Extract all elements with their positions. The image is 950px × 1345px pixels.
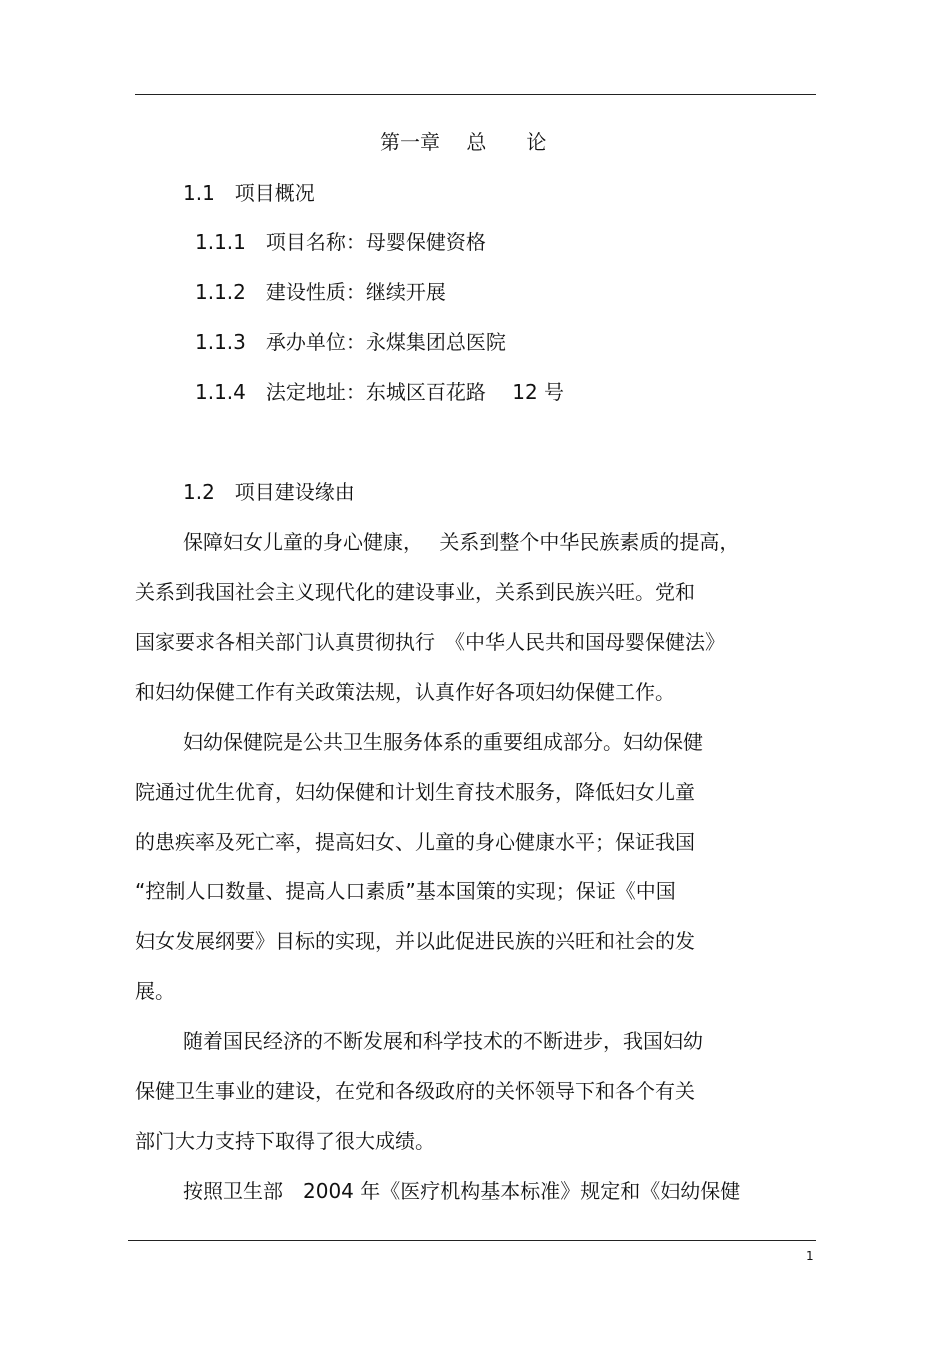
section-heading-1-1: 1.1 项目概况 — [183, 181, 315, 205]
paragraph-3-line-1: 随着国民经济的不断发展和科学技术的不断进步，我国妇幼 — [183, 1029, 703, 1053]
paragraph-4-line-1: 按照卫生部 2004 年《医疗机构基本标准》规定和《妇幼保健 — [183, 1179, 741, 1203]
paragraph-2-line-5: 妇女发展纲要》目标的实现，并以此促进民族的兴旺和社会的发 — [135, 929, 695, 953]
paragraph-1-line-1: 保障妇女儿童的身心健康， 关系到整个中华民族素质的提高， — [183, 530, 740, 554]
item-1-1-2: 1.1.2 建设性质：继续开展 — [195, 280, 446, 304]
paragraph-1-line-2: 关系到我国社会主义现代化的建设事业，关系到民族兴旺。党和 — [135, 580, 695, 604]
section-heading-1-2: 1.2 项目建设缘由 — [183, 480, 355, 504]
paragraph-3-line-2: 保健卫生事业的建设，在党和各级政府的关怀领导下和各个有关 — [135, 1079, 695, 1103]
item-1-1-3: 1.1.3 承办单位：永煤集团总医院 — [195, 330, 506, 354]
paragraph-2-line-4: “控制人口数量、提高人口素质”基本国策的实现；保证《中国 — [135, 879, 676, 903]
paragraph-1-line-3: 国家要求各相关部门认真贯彻执行 《中华人民共和国母婴保健法》 — [135, 630, 725, 654]
paragraph-2-line-1: 妇幼保健院是公共卫生服务体系的重要组成部分。妇幼保健 — [183, 730, 703, 754]
item-1-1-4: 1.1.4 法定地址：东城区百花路 12 号 — [195, 380, 565, 404]
paragraph-2-line-3: 的患疾率及死亡率，提高妇女、儿童的身心健康水平；保证我国 — [135, 830, 695, 854]
paragraph-1-line-4: 和妇幼保健工作有关政策法规，认真作好各项妇幼保健工作。 — [135, 680, 675, 704]
chapter-title: 第一章 总 论 — [380, 130, 547, 154]
page-number: 1 — [806, 1249, 814, 1263]
footer-rule — [128, 1240, 816, 1241]
header-rule — [135, 94, 816, 95]
item-1-1-1: 1.1.1 项目名称：母婴保健资格 — [195, 230, 486, 254]
paragraph-3-line-3: 部门大力支持下取得了很大成绩。 — [135, 1129, 435, 1153]
paragraph-2-line-2: 院通过优生优育，妇幼保健和计划生育技术服务，降低妇女儿童 — [135, 780, 695, 804]
paragraph-2-line-6: 展。 — [135, 979, 175, 1003]
